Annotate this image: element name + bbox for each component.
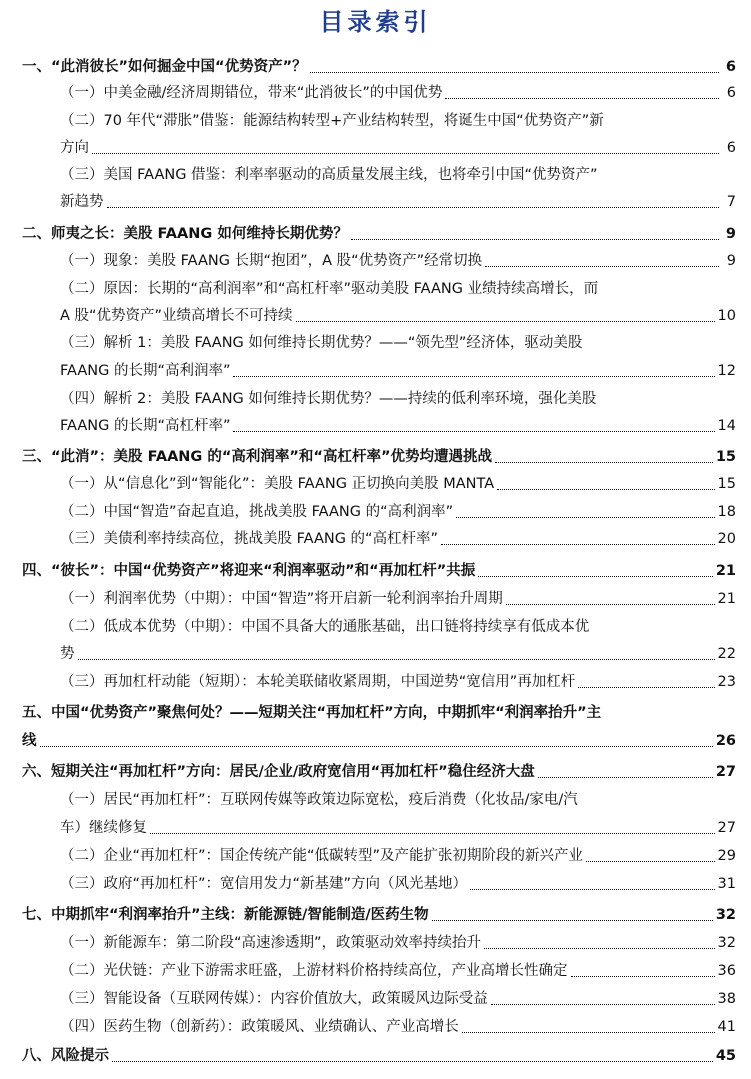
toc-entry-section-4[interactable] xyxy=(22,558,736,584)
toc-page-number: 9 xyxy=(725,226,736,242)
toc-entry-2-3[interactable] xyxy=(60,330,736,356)
toc-entry-text: （三）解析 1：美股 FAANG 如何维持长期优势？——“领先型”经济体，驱动美股 xyxy=(60,335,583,351)
toc-page-number: 36 xyxy=(717,963,736,979)
toc-page-number: 18 xyxy=(717,504,736,520)
toc-entry-2-2[interactable] xyxy=(60,276,736,302)
toc-page-number: 7 xyxy=(726,194,736,210)
toc-entry-text: （二）原因：长期的“高利润率”和“高杠杆率”驱动美股 FAANG 业绩持续高增长，而 xyxy=(60,281,599,297)
toc-entry-4-3[interactable] xyxy=(60,669,736,695)
toc-entry-section-7[interactable] xyxy=(22,902,736,928)
toc-entry-text: （四）医药生物（创新药）：政策暖风、业绩确认、产业高增长 xyxy=(60,1019,459,1035)
toc-entry-section-5[interactable] xyxy=(22,700,736,726)
toc-page-number: 27 xyxy=(717,820,736,836)
toc-entry-6-1-continued[interactable] xyxy=(60,815,736,841)
dot-leader xyxy=(296,321,715,322)
toc-entry-text: （一）现象：美股 FAANG 长期“抱团”，A 股“优势资产”经常切换 xyxy=(60,253,483,269)
toc-entry-text: （三）智能设备（互联网传媒）：内容价值放大，政策暖风边际受益 xyxy=(60,991,488,1007)
toc-entry-1-1[interactable] xyxy=(60,80,736,106)
toc-page-number: 15 xyxy=(717,476,736,492)
toc-page-number: 15 xyxy=(715,449,736,465)
toc-entry-text: 三、“此消”：美股 FAANG 的“高利润率”和“高杠杆率”优势均遭遇挑战 xyxy=(22,449,492,465)
toc-entry-text: （三）美债利率持续高位，挑战美股 FAANG 的“高杠杆率” xyxy=(60,531,439,547)
dot-leader xyxy=(484,948,715,949)
toc-entry-text: （三）再加杠杆动能（短期）：本轮美联储收紧周期，中国逆势“宽信用”再加杠杆 xyxy=(60,674,576,690)
dot-leader xyxy=(40,746,713,747)
toc-entry-text: 新趋势 xyxy=(60,194,104,210)
toc-entry-text: 势 xyxy=(60,646,75,662)
toc-entry-4-2-continued[interactable] xyxy=(60,641,736,667)
toc-entry-text: 一、“此消彼长”如何掘金中国“优势资产”？ xyxy=(22,59,307,75)
toc-page-number: 6 xyxy=(725,59,736,75)
toc-page-number: 23 xyxy=(717,674,736,690)
toc-entry-7-3[interactable] xyxy=(60,986,736,1012)
toc-entry-1-2-continued[interactable] xyxy=(60,135,736,161)
toc-entry-3-1[interactable] xyxy=(60,471,736,497)
toc-entry-text: 线 xyxy=(22,733,37,749)
toc-page-number: 22 xyxy=(717,646,736,662)
dot-leader xyxy=(571,976,715,977)
toc-entry-text: （一）居民“再加杠杆”：互联网传媒等政策边际宽松，疫后消费（化妆品/家电/汽 xyxy=(60,792,578,808)
dot-leader xyxy=(107,207,720,208)
toc-page-number: 38 xyxy=(717,991,736,1007)
toc-entry-1-2[interactable] xyxy=(60,108,736,134)
dot-leader xyxy=(491,1004,715,1005)
dot-leader xyxy=(78,659,715,660)
toc-entry-text: 车）继续修复 xyxy=(60,820,147,836)
toc-page-number: 41 xyxy=(717,1019,736,1035)
dot-leader xyxy=(495,462,713,463)
toc-page-number: 12 xyxy=(717,363,736,379)
toc-page-number: 9 xyxy=(726,253,736,269)
toc-entry-6-1[interactable] xyxy=(60,787,736,813)
toc-entry-text: （二）企业“再加杠杆”：国企传统产能“低碳转型”及产能扩张初期阶段的新兴产业 xyxy=(60,848,584,864)
toc-entry-text: 六、短期关注“再加杠杆”方向：居民/企业/政府宽信用“再加杠杆”稳住经济大盘 xyxy=(22,764,535,780)
dot-leader xyxy=(578,687,714,688)
toc-page-number: 32 xyxy=(715,907,736,923)
toc-entry-text: （三）政府“再加杠杆”：宽信用发力“新基建”方向（风光基地） xyxy=(60,876,468,892)
toc-page-number: 29 xyxy=(717,848,736,864)
toc-entry-4-2[interactable] xyxy=(60,614,736,640)
toc-entry-7-2[interactable] xyxy=(60,958,736,984)
toc-entry-section-2[interactable] xyxy=(22,221,736,247)
toc-entry-3-2[interactable] xyxy=(60,499,736,525)
toc-entry-section-1[interactable] xyxy=(22,54,736,80)
toc-entry-section-6[interactable] xyxy=(22,759,736,785)
dot-leader xyxy=(112,1061,713,1062)
toc-entry-text: FAANG 的长期“高杠杆率” xyxy=(60,418,231,434)
toc-page-number: 26 xyxy=(715,733,736,749)
toc-entry-2-4-continued[interactable] xyxy=(60,413,736,439)
toc-entry-2-4[interactable] xyxy=(60,386,736,412)
dot-leader xyxy=(432,920,713,921)
toc-entry-text: （二）70 年代“滞胀”借鉴：能源结构转型+产业结构转型，将诞生中国“优势资产”新 xyxy=(60,113,604,129)
toc-entry-text: （二）中国“智造”奋起直追，挑战美股 FAANG 的“高利润率” xyxy=(60,504,454,520)
toc-entry-text: （三）美国 FAANG 借鉴：利率率驱动的高质量发展主线，也将牵引中国“优势资产” xyxy=(60,167,598,183)
toc-page-number: 32 xyxy=(717,935,736,951)
toc-entry-7-1[interactable] xyxy=(60,930,736,956)
toc-entry-1-3[interactable] xyxy=(60,162,736,188)
toc-page-number: 21 xyxy=(715,563,736,579)
toc-page-number: 10 xyxy=(717,308,736,324)
toc-entry-4-1[interactable] xyxy=(60,586,736,612)
dot-leader xyxy=(150,833,715,834)
dot-leader xyxy=(506,604,715,605)
toc-page-number: 31 xyxy=(717,876,736,892)
toc-entry-text: （一）从“信息化”到“智能化”：美股 FAANG 正切换向美股 MANTA xyxy=(60,476,495,492)
dot-leader xyxy=(456,517,714,518)
toc-entry-2-3-continued[interactable] xyxy=(60,358,736,384)
toc-entry-text: 四、“彼长”：中国“优势资产”将迎来“利润率驱动”和“再加杠杆”共振 xyxy=(22,563,476,579)
toc-entry-section-8[interactable] xyxy=(22,1043,736,1069)
dot-leader xyxy=(462,1032,715,1033)
dot-leader xyxy=(233,431,714,432)
toc-entry-text: 二、师夷之长：美股 FAANG 如何维持长期优势？ xyxy=(22,226,348,242)
toc-entry-1-3-continued[interactable] xyxy=(60,189,736,215)
toc-entry-2-2-continued[interactable] xyxy=(60,303,736,329)
toc-entry-text: （一）新能源车：第二阶段“高速渗透期”，政策驱动效率持续抬升 xyxy=(60,935,482,951)
toc-entry-2-1[interactable] xyxy=(60,248,736,274)
toc-page-number: 6 xyxy=(726,85,736,101)
dot-leader xyxy=(478,576,713,577)
toc-page-number: 14 xyxy=(717,418,736,434)
toc-page-number: 20 xyxy=(717,531,736,547)
dot-leader xyxy=(233,376,714,377)
toc-entry-text: 五、中国“优势资产”聚焦何处？——短期关注“再加杠杆”方向，中期抓牢“利润率抬升”主 xyxy=(22,705,602,721)
toc-entry-text: （一）中美金融/经济周期错位，带来“此消彼长”的中国优势 xyxy=(60,85,443,101)
dot-leader xyxy=(92,153,719,154)
toc-page-number: 21 xyxy=(717,591,736,607)
toc-entry-text: A 股“优势资产”业绩高增长不可持续 xyxy=(60,308,293,324)
dot-leader xyxy=(538,777,713,778)
toc-entry-text: 八、风险提示 xyxy=(22,1048,109,1064)
dot-leader xyxy=(310,72,719,73)
dot-leader xyxy=(441,544,714,545)
toc-entry-section-3[interactable] xyxy=(22,444,736,470)
dot-leader xyxy=(497,489,714,490)
toc-page-number: 6 xyxy=(726,140,736,156)
toc-page-number: 45 xyxy=(715,1048,736,1064)
toc-entry-text: FAANG 的长期“高利润率” xyxy=(60,363,231,379)
dot-leader xyxy=(445,98,719,99)
dot-leader xyxy=(485,266,719,267)
dot-leader xyxy=(351,239,719,240)
toc-entry-6-2[interactable] xyxy=(60,843,736,869)
toc-entry-text: 七、中期抓牢“利润率抬升”主线：新能源链/智能制造/医药生物 xyxy=(22,907,429,923)
toc-entry-text: 方向 xyxy=(60,140,89,156)
toc-page-number: 27 xyxy=(715,764,736,780)
toc-entry-text: （四）解析 2：美股 FAANG 如何维持长期优势？——持续的低利率环境，强化美股 xyxy=(60,391,597,407)
toc-entry-text: （一）利润率优势（中期）：中国“智造”将开启新一轮利润率抬升周期 xyxy=(60,591,503,607)
dot-leader xyxy=(470,889,715,890)
dot-leader xyxy=(586,861,715,862)
toc-entry-section-5-continued[interactable] xyxy=(22,728,736,754)
toc-entry-text: （二）光伏链：产业下游需求旺盛，上游材料价格持续高位，产业高增长性确定 xyxy=(60,963,568,979)
toc-entry-text: （二）低成本优势（中期）：中国不具备大的通胀基础，出口链将持续享有低成本优 xyxy=(60,619,590,635)
toc-entry-3-3[interactable] xyxy=(60,526,736,552)
toc-entry-7-4[interactable] xyxy=(60,1014,736,1040)
toc-entry-6-3[interactable] xyxy=(60,871,736,897)
toc-title: 目录索引 xyxy=(319,7,432,36)
